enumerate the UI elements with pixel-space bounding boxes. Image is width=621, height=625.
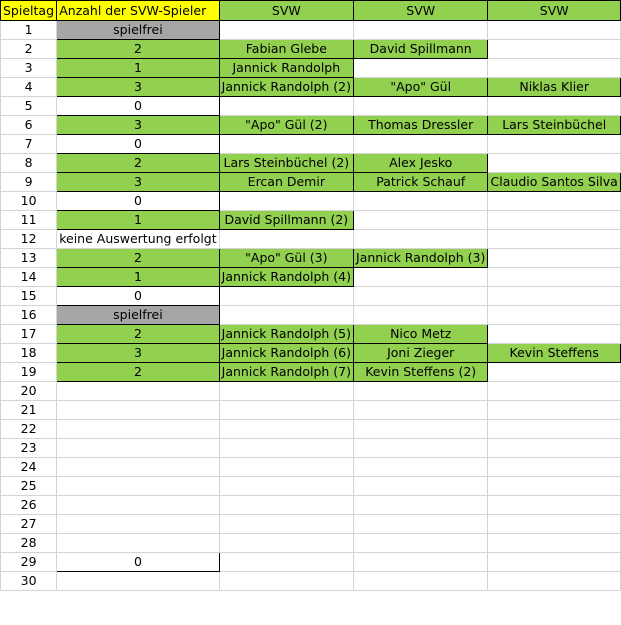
cell-anzahl[interactable]: 0	[57, 287, 219, 306]
cell-svw-1[interactable]: Jannick Randolph (7)	[219, 363, 353, 382]
cell-spieltag[interactable]: 19	[1, 363, 57, 382]
cell-svw-3[interactable]: Niklas Klier	[488, 78, 621, 97]
table-row	[1, 515, 621, 534]
table-row	[1, 268, 621, 287]
cell-svw-3[interactable]	[488, 477, 621, 496]
cell-svw-3[interactable]	[488, 287, 621, 306]
cell-svw-2[interactable]: Jannick Randolph (3)	[354, 249, 488, 268]
table-row	[1, 553, 621, 572]
table-row	[1, 192, 621, 211]
cell-svw-3[interactable]	[488, 401, 621, 420]
table-row	[1, 59, 621, 78]
cell-anzahl[interactable]	[57, 382, 219, 401]
cell-svw-3[interactable]: Claudio Santos Silva	[488, 173, 621, 192]
cell-anzahl[interactable]	[57, 477, 219, 496]
cell-svw-2[interactable]	[354, 135, 488, 154]
cell-spieltag[interactable]: 13	[1, 249, 57, 268]
table-row	[1, 496, 621, 515]
table-row	[1, 382, 621, 401]
table-row	[1, 477, 621, 496]
cell-svw-1[interactable]	[219, 458, 353, 477]
table-row	[1, 97, 621, 116]
cell-svw-1[interactable]: "Apo" Gül (2)	[219, 116, 353, 135]
table-row	[1, 40, 621, 59]
cell-svw-3[interactable]	[488, 572, 621, 591]
cell-anzahl[interactable]	[57, 534, 219, 553]
cell-svw-2[interactable]	[354, 401, 488, 420]
cell-spieltag[interactable]: 20	[1, 382, 57, 401]
cell-svw-2[interactable]: Alex Jesko	[354, 154, 488, 173]
table-row	[1, 135, 621, 154]
cell-anzahl[interactable]: spielfrei	[57, 21, 219, 40]
table-row	[1, 21, 621, 40]
cell-svw-3[interactable]	[488, 420, 621, 439]
cell-anzahl[interactable]: 2	[57, 363, 219, 382]
cell-svw-3[interactable]	[488, 135, 621, 154]
cell-svw-3[interactable]	[488, 211, 621, 230]
table-row	[1, 458, 621, 477]
cell-anzahl[interactable]	[57, 420, 219, 439]
cell-spieltag[interactable]: 18	[1, 344, 57, 363]
cell-svw-2[interactable]	[354, 534, 488, 553]
cell-svw-3[interactable]	[488, 21, 621, 40]
cell-svw-2[interactable]: Thomas Dressler	[354, 116, 488, 135]
cell-spieltag[interactable]: 14	[1, 268, 57, 287]
cell-spieltag[interactable]: 30	[1, 572, 57, 591]
cell-svw-3[interactable]	[488, 458, 621, 477]
cell-svw-1[interactable]	[219, 192, 353, 211]
cell-svw-1[interactable]	[219, 572, 353, 591]
cell-spieltag[interactable]: 23	[1, 439, 57, 458]
cell-svw-2[interactable]	[354, 515, 488, 534]
cell-svw-2[interactable]	[354, 192, 488, 211]
table-row	[1, 420, 621, 439]
cell-anzahl[interactable]: 0	[57, 553, 219, 572]
cell-svw-2[interactable]: Nico Metz	[354, 325, 488, 344]
cell-svw-1[interactable]: Ercan Demir	[219, 173, 353, 192]
header-svw-1[interactable]: SVW	[219, 1, 353, 21]
cell-spieltag[interactable]: 4	[1, 78, 57, 97]
cell-svw-3[interactable]	[488, 59, 621, 78]
cell-svw-2[interactable]: "Apo" Gül	[354, 78, 488, 97]
cell-svw-2[interactable]	[354, 439, 488, 458]
header-spieltag[interactable]: Spieltag	[1, 1, 57, 21]
cell-spieltag[interactable]: 11	[1, 211, 57, 230]
cell-svw-3[interactable]: Lars Steinbüchel	[488, 116, 621, 135]
cell-svw-1[interactable]	[219, 401, 353, 420]
cell-spieltag[interactable]: 6	[1, 116, 57, 135]
table-row	[1, 211, 621, 230]
cell-svw-3[interactable]	[488, 306, 621, 325]
cell-svw-2[interactable]	[354, 268, 488, 287]
cell-spieltag[interactable]: 28	[1, 534, 57, 553]
cell-spieltag[interactable]: 15	[1, 287, 57, 306]
cell-svw-2[interactable]	[354, 211, 488, 230]
cell-svw-1[interactable]	[219, 306, 353, 325]
table-row	[1, 306, 621, 325]
table-row	[1, 173, 621, 192]
cell-svw-2[interactable]	[354, 382, 488, 401]
table-row	[1, 78, 621, 97]
cell-anzahl[interactable]: 1	[57, 59, 219, 78]
table-row	[1, 116, 621, 135]
cell-svw-1[interactable]: Lars Steinbüchel (2)	[219, 154, 353, 173]
cell-anzahl[interactable]: 2	[57, 249, 219, 268]
cell-svw-2[interactable]	[354, 572, 488, 591]
cell-anzahl[interactable]	[57, 401, 219, 420]
cell-anzahl[interactable]: 3	[57, 116, 219, 135]
cell-svw-1[interactable]	[219, 534, 353, 553]
table-row	[1, 344, 621, 363]
header-row	[1, 1, 621, 21]
table-row	[1, 401, 621, 420]
sheet-body	[1, 1, 621, 591]
cell-svw-1[interactable]	[219, 135, 353, 154]
cell-svw-1[interactable]	[219, 382, 353, 401]
table-row	[1, 230, 621, 249]
cell-svw-2[interactable]	[354, 230, 488, 249]
cell-svw-3[interactable]	[488, 553, 621, 572]
cell-svw-3[interactable]	[488, 363, 621, 382]
table-row	[1, 439, 621, 458]
cell-spieltag[interactable]: 2	[1, 40, 57, 59]
cell-svw-3[interactable]	[488, 382, 621, 401]
cell-anzahl[interactable]	[57, 458, 219, 477]
cell-svw-1[interactable]: Fabian Glebe	[219, 40, 353, 59]
table-row	[1, 154, 621, 173]
cell-svw-3[interactable]	[488, 439, 621, 458]
cell-svw-1[interactable]	[219, 21, 353, 40]
cell-anzahl[interactable]: 1	[57, 268, 219, 287]
cell-anzahl[interactable]	[57, 572, 219, 591]
cell-svw-1[interactable]	[219, 477, 353, 496]
cell-svw-3[interactable]	[488, 230, 621, 249]
table-row	[1, 572, 621, 591]
cell-svw-2[interactable]	[354, 553, 488, 572]
cell-spieltag[interactable]: 26	[1, 496, 57, 515]
cell-spieltag[interactable]: 5	[1, 97, 57, 116]
cell-svw-2[interactable]	[354, 59, 488, 78]
cell-anzahl[interactable]: 3	[57, 78, 219, 97]
cell-svw-3[interactable]	[488, 97, 621, 116]
cell-svw-1[interactable]	[219, 496, 353, 515]
cell-anzahl[interactable]: 2	[57, 325, 219, 344]
cell-anzahl[interactable]: 0	[57, 97, 219, 116]
header-svw-2[interactable]: SVW	[354, 1, 488, 21]
cell-svw-1[interactable]	[219, 439, 353, 458]
cell-svw-1[interactable]	[219, 420, 353, 439]
cell-anzahl[interactable]: keine Auswertung erfolgt	[57, 230, 219, 249]
cell-anzahl[interactable]: 2	[57, 154, 219, 173]
cell-svw-1[interactable]	[219, 553, 353, 572]
cell-svw-2[interactable]	[354, 420, 488, 439]
table-row	[1, 325, 621, 344]
table-row	[1, 363, 621, 382]
cell-svw-1[interactable]: Jannick Randolph (4)	[219, 268, 353, 287]
cell-svw-1[interactable]: Jannick Randolph (5)	[219, 325, 353, 344]
cell-svw-3[interactable]	[488, 496, 621, 515]
cell-spieltag[interactable]: 1	[1, 21, 57, 40]
cell-svw-1[interactable]	[219, 515, 353, 534]
cell-spieltag[interactable]: 8	[1, 154, 57, 173]
cell-svw-3[interactable]	[488, 192, 621, 211]
cell-svw-3[interactable]	[488, 154, 621, 173]
cell-svw-2[interactable]: Joni Zieger	[354, 344, 488, 363]
cell-anzahl[interactable]: spielfrei	[57, 306, 219, 325]
cell-anzahl[interactable]: 0	[57, 192, 219, 211]
header-svw-3[interactable]: SVW	[488, 1, 621, 21]
cell-spieltag[interactable]: 16	[1, 306, 57, 325]
cell-spieltag[interactable]: 7	[1, 135, 57, 154]
cell-svw-2[interactable]	[354, 496, 488, 515]
cell-svw-3[interactable]: Kevin Steffens	[488, 344, 621, 363]
cell-anzahl[interactable]	[57, 496, 219, 515]
cell-svw-2[interactable]	[354, 97, 488, 116]
cell-svw-1[interactable]	[219, 230, 353, 249]
cell-svw-1[interactable]	[219, 287, 353, 306]
cell-anzahl[interactable]: 2	[57, 40, 219, 59]
cell-spieltag[interactable]: 10	[1, 192, 57, 211]
cell-svw-3[interactable]	[488, 40, 621, 59]
cell-spieltag[interactable]: 24	[1, 458, 57, 477]
table-row	[1, 249, 621, 268]
cell-svw-1[interactable]: David Spillmann (2)	[219, 211, 353, 230]
cell-spieltag[interactable]: 25	[1, 477, 57, 496]
cell-svw-3[interactable]	[488, 268, 621, 287]
cell-svw-2[interactable]: Patrick Schauf	[354, 173, 488, 192]
cell-anzahl[interactable]: 3	[57, 344, 219, 363]
cell-spieltag[interactable]: 29	[1, 553, 57, 572]
cell-spieltag[interactable]: 3	[1, 59, 57, 78]
cell-spieltag[interactable]: 9	[1, 173, 57, 192]
cell-svw-2[interactable]: Kevin Steffens (2)	[354, 363, 488, 382]
cell-svw-2[interactable]	[354, 306, 488, 325]
cell-svw-1[interactable]: Jannick Randolph (2)	[219, 78, 353, 97]
cell-spieltag[interactable]: 17	[1, 325, 57, 344]
cell-svw-2[interactable]	[354, 287, 488, 306]
header-anzahl[interactable]: Anzahl der SVW-Spieler	[57, 1, 219, 21]
cell-spieltag[interactable]: 12	[1, 230, 57, 249]
cell-svw-1[interactable]	[219, 97, 353, 116]
table-row	[1, 534, 621, 553]
table-row	[1, 287, 621, 306]
cell-spieltag[interactable]: 22	[1, 420, 57, 439]
cell-anzahl[interactable]: 3	[57, 173, 219, 192]
cell-svw-3[interactable]	[488, 249, 621, 268]
cell-svw-1[interactable]: "Apo" Gül (3)	[219, 249, 353, 268]
cell-anzahl[interactable]	[57, 439, 219, 458]
cell-spieltag[interactable]: 21	[1, 401, 57, 420]
cell-anzahl[interactable]: 1	[57, 211, 219, 230]
cell-spieltag[interactable]: 27	[1, 515, 57, 534]
cell-svw-3[interactable]	[488, 515, 621, 534]
cell-anzahl[interactable]: 0	[57, 135, 219, 154]
cell-svw-1[interactable]: Jannick Randolph	[219, 59, 353, 78]
cell-svw-3[interactable]	[488, 325, 621, 344]
cell-svw-2[interactable]	[354, 21, 488, 40]
cell-svw-2[interactable]	[354, 477, 488, 496]
cell-anzahl[interactable]	[57, 515, 219, 534]
cell-svw-1[interactable]: Jannick Randolph (6)	[219, 344, 353, 363]
cell-svw-2[interactable]	[354, 458, 488, 477]
cell-svw-3[interactable]	[488, 534, 621, 553]
cell-svw-2[interactable]: David Spillmann	[354, 40, 488, 59]
